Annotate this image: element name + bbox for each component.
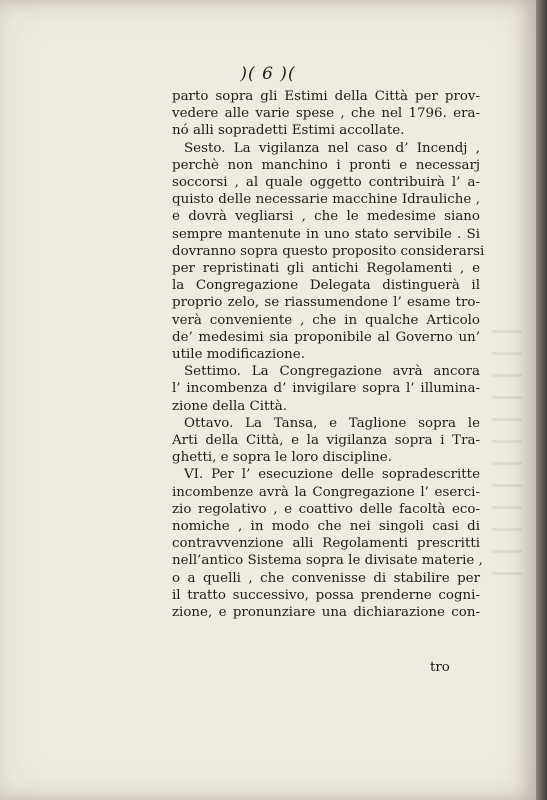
- text-line: l’ incombenza d’ invigilare sopra l’ illumina-: [172, 381, 480, 397]
- text-line: VI. Per l’ esecuzione delle sopradescritte: [184, 467, 480, 483]
- text-line: nell’antico Sistema sopra le divisate materie ,: [172, 553, 483, 569]
- text-line: nomiche , in modo che nei singoli casi di: [172, 519, 480, 535]
- text-line: nó alli sopradetti Estimi accollate.: [172, 123, 405, 139]
- text-line: e dovrà vegliarsi , che le medesime siano: [172, 209, 480, 225]
- page-number: )( 6 )(: [240, 64, 296, 84]
- text-line: dovranno sopra questo proposito considerarsi: [172, 243, 485, 259]
- show-through-texture: [492, 330, 522, 590]
- text-line: ghetti, e sopra le loro discipline.: [172, 450, 392, 466]
- text-line: per repristinati gli antichi Regolamenti , e: [172, 261, 480, 277]
- text-line: perchè non manchino i pronti e necessarj: [172, 157, 480, 173]
- text-line: utile modificazione.: [172, 347, 305, 363]
- text-line: o a quelli , che convenisse di stabilire per: [172, 570, 480, 586]
- text-line: Arti della Città, e la vigilanza sopra i Tra-: [172, 433, 480, 449]
- body-text: [172, 88, 485, 621]
- text-line: il tratto successivo, possa prenderne cogni-: [172, 587, 480, 603]
- text-line: proprio zelo, se riassumendone l’ esame tro-: [172, 295, 480, 311]
- text-line: contravvenzione alli Regolamenti prescritti: [172, 536, 480, 552]
- text-line: zione, e pronunziare una dichiarazione con-: [172, 605, 480, 621]
- text-line: parto sopra gli Estimi della Città per prov-: [172, 89, 480, 104]
- text-line: sempre mantenute in uno stato servibile . Si: [172, 226, 480, 242]
- text-line: verà conveniente , che in qualche Articolo: [172, 312, 480, 328]
- text-line: Sesto. La vigilanza nel caso d’ Incendj ,: [184, 140, 480, 156]
- catchword: tro: [430, 660, 450, 675]
- text-line: la Congregazione Delegata distinguerà il: [172, 278, 480, 294]
- text-line: zio regolativo , e coattivo delle facoltà eco-: [172, 501, 480, 517]
- text-line: Ottavo. La Tansa, e Taglione sopra le: [184, 415, 480, 431]
- text-line: soccorsi , al quale oggetto contribuirà l’ a-: [172, 175, 480, 191]
- text-line: incombenze avrà la Congregazione l’ eserci-: [172, 484, 480, 500]
- text-line: de’ medesimi sia proponibile al Governo un’: [172, 329, 480, 345]
- text-line: Settimo. La Congregazione avrà ancora: [184, 364, 480, 380]
- text-line: vedere alle varie spese , che nel 1796. era-: [172, 106, 480, 122]
- page-edge-shadow: [536, 0, 547, 800]
- text-line: quisto delle necessarie macchine Idrauliche ,: [172, 192, 480, 208]
- text-line: zione della Città.: [172, 398, 288, 414]
